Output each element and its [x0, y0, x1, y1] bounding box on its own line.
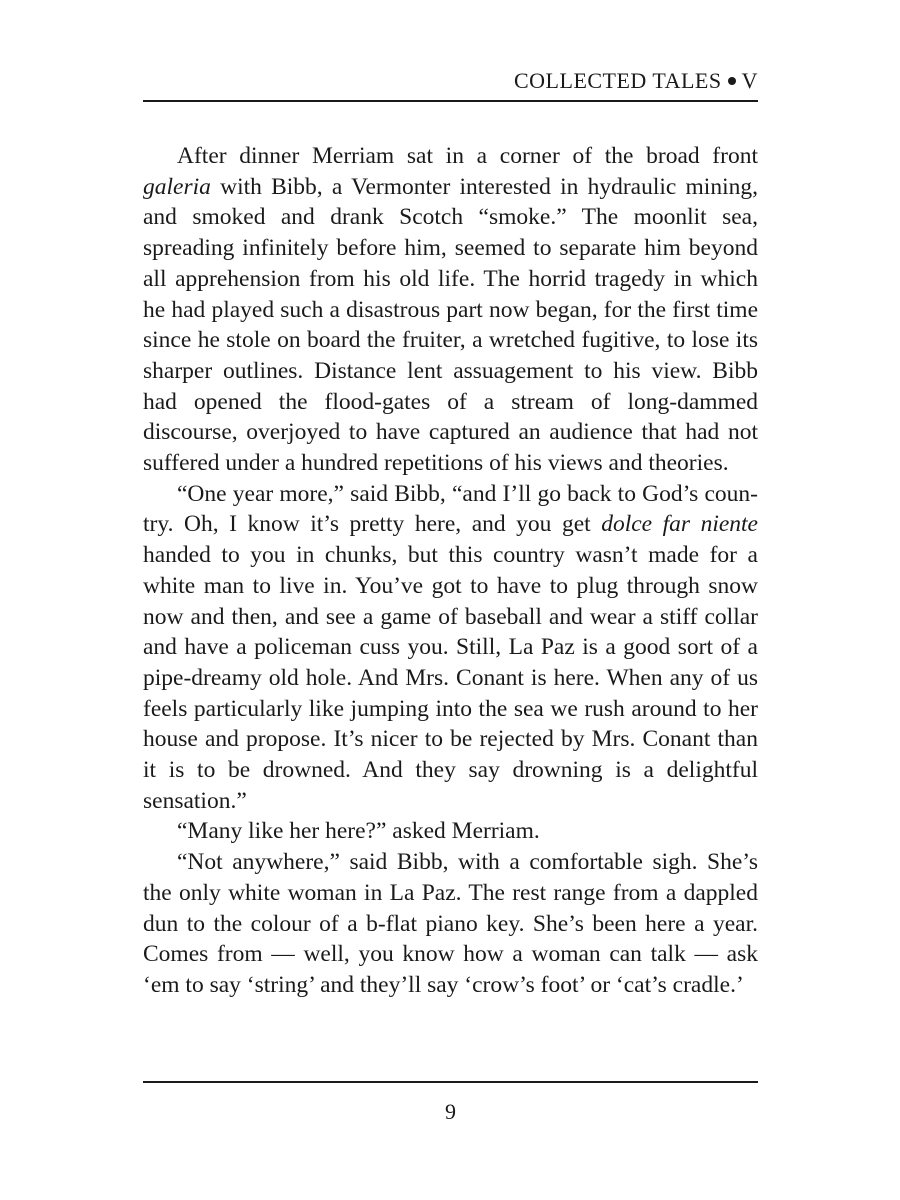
paragraph-3: “Many like her here?” asked Merriam.: [177, 818, 540, 845]
running-head: [143, 66, 758, 96]
body-text: [143, 141, 758, 1001]
header-rule: [143, 100, 758, 102]
paragraph-2-italic: dolce far niente: [601, 511, 758, 538]
running-title: COLLECTED TALES: [514, 68, 722, 93]
paragraph-1-italic: galeria: [143, 173, 211, 200]
paragraph-1: [143, 141, 758, 479]
volume-number: V: [741, 68, 758, 93]
footer-rule: [143, 1081, 758, 1083]
paragraph-4: “Not anywhere,” said Bibb, with a comfortable sigh. She’s the only white woman in La Paz. The rest range from a dappled dun to the colour of a b-flat piano key. She’s been here a year. Comes from — well, you know how a woman can talk — ask ‘em to say ‘string’ and they’ll say ‘crow’s foot’ or ‘cat’s cradle.’: [143, 849, 758, 998]
paragraph-2-text-c: handed to you in chunks, but this country wasn’t made for a white man to live in. You’ve got to have to plug through snow now and then, and see a game of baseball and wear a stiff collar and have a policeman cuss you. Still, La Paz is a good sort of a pipe-dreamy old hole. And Mrs. Conant is here. When any of us feels particularly like jumping into the sea we rush around to her house and propose. It’s nicer to be rejected by Mrs. Conant than it is to be drowned. And they say drowning is a delightful sensation.”: [143, 542, 758, 814]
paragraph-1-text-c: with Bibb, a Vermonter interested in hydraulic mining, and smoked and drank Scotch “smoke.” The moonlit sea, spreading infinitely before him, seemed to separate him beyond all apprehension from his old life. The horrid tragedy in which he had played such a disastrous part now began, for the first time since he stole on board the fruiter, a wretched fugitive, to lose its sharper outlines. Distance lent assuagement to his view. Bibb had opened the flood-gates of a stream of long-dammed discourse, overjoyed to have captured an audience that had not suffered under a hundred repetitions of his views and theories.: [143, 173, 758, 477]
paragraph-2-text-a: “One year more,” said Bibb, “and I’ll go back to God’s country. Oh, I know it’s pretty here, and you get: [143, 480, 758, 538]
page-number: 9: [445, 1099, 456, 1124]
paragraph-1-text-a: After dinner Merriam sat in a corner of the broad front: [177, 143, 758, 169]
bullet-separator-icon: [728, 77, 736, 85]
paragraph-2: [143, 479, 758, 817]
